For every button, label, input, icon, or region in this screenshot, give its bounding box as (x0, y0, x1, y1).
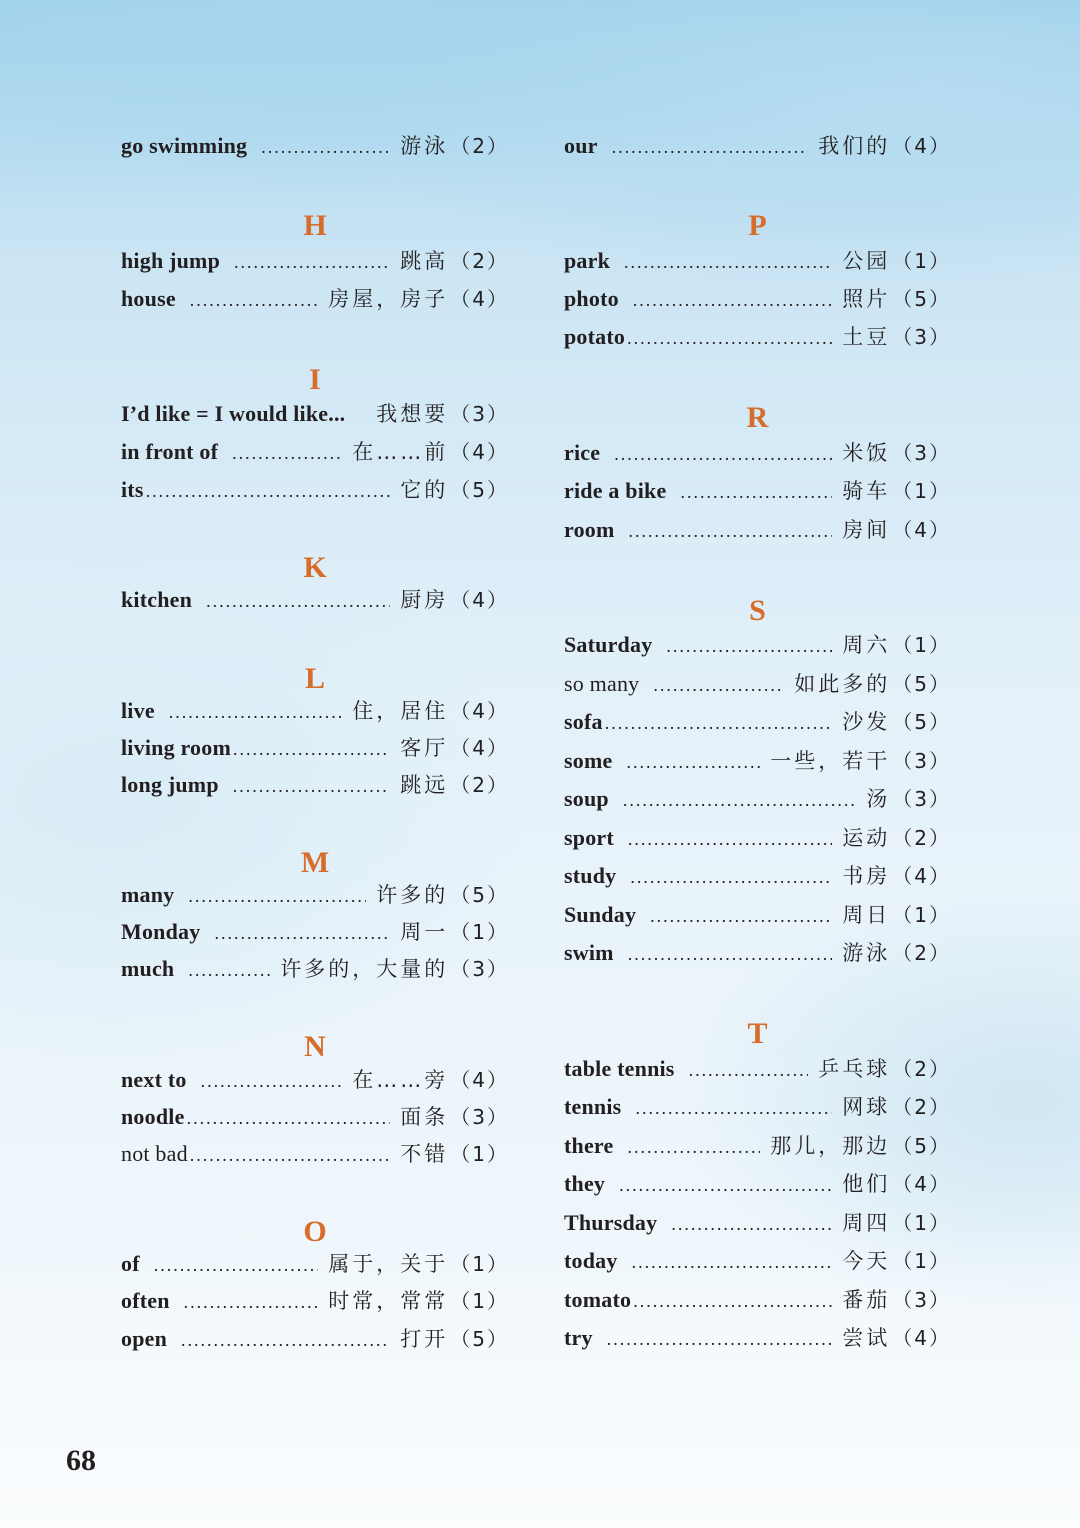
entry-word: noodle (121, 1104, 185, 1129)
leader-dots (184, 1287, 319, 1317)
leader-dots (154, 1250, 319, 1280)
entry-meaning: 他们 (842, 1172, 891, 1196)
entry-word: high jump (121, 248, 221, 273)
glossary-entry (121, 399, 509, 429)
entry-meaning: 运动 (842, 826, 891, 850)
glossary-entry (564, 861, 951, 891)
entry-unit: （3） (892, 325, 951, 349)
leader-dots (190, 285, 318, 315)
glossary-entry (121, 733, 509, 763)
entry-meaning: 游泳 (400, 134, 449, 158)
leader-dots (650, 901, 832, 931)
entry-word: park (564, 248, 611, 273)
entry-meaning: 土豆 (842, 325, 891, 349)
entry-unit: （4） (450, 588, 509, 612)
entry-meaning: 厨房 (400, 588, 449, 612)
entry-word: soup (564, 786, 609, 811)
glossary-entry (121, 475, 509, 505)
entry-meaning: 不错 (400, 1142, 449, 1166)
entry-unit: （1） (892, 633, 951, 657)
section-letter-o: O (303, 1215, 327, 1248)
leader-dots (653, 670, 784, 700)
entry-meaning: 今天 (842, 1249, 891, 1273)
entry-unit: （4） (892, 1326, 951, 1350)
leader-dots (605, 708, 833, 738)
glossary-entry (564, 1246, 951, 1276)
entry-meaning: 打开 (400, 1327, 449, 1351)
glossary-entry (121, 1102, 509, 1132)
section-letter-n: N (304, 1030, 326, 1063)
glossary-entry (564, 1054, 951, 1084)
leader-dots (633, 1286, 832, 1316)
entry-meaning: 客厅 (400, 736, 449, 760)
entry-meaning: 汤 (866, 787, 891, 811)
leader-dots (635, 1093, 832, 1123)
entry-unit: （3） (892, 749, 951, 773)
leader-dots (627, 323, 832, 353)
glossary-entry (564, 1285, 951, 1315)
entry-word: ride a bike (564, 478, 667, 503)
leader-dots (666, 631, 832, 661)
entry-word: so many (564, 671, 640, 696)
entry-word: table tennis (564, 1056, 675, 1081)
entry-unit: （2） (450, 134, 509, 158)
entry-meaning: 周四 (842, 1211, 891, 1235)
leader-dots (623, 785, 856, 815)
entry-word: tennis (564, 1094, 622, 1119)
entry-unit: （2） (450, 773, 509, 797)
leader-dots (628, 939, 833, 969)
entry-unit: （1） (450, 920, 509, 944)
entry-unit: （3） (450, 402, 509, 426)
section-letter-p: P (748, 209, 767, 242)
glossary-entry (564, 823, 951, 853)
entry-word: our (564, 133, 598, 158)
glossary-entry (564, 1208, 951, 1238)
entry-word: some (564, 748, 613, 773)
section-letter-t: T (747, 1017, 768, 1050)
entry-word: Sunday (564, 902, 637, 927)
section-letter-h: H (303, 209, 327, 242)
entry-meaning: 我想要 (376, 402, 449, 426)
leader-dots (614, 439, 832, 469)
entry-unit: （5） (450, 478, 509, 502)
entry-meaning: 房屋，房子 (328, 287, 449, 311)
entry-word: of (121, 1251, 140, 1276)
entry-word: sofa (564, 709, 603, 734)
entry-unit: （4） (892, 1172, 951, 1196)
glossary-entry (564, 707, 951, 737)
glossary-entry (121, 1286, 509, 1316)
glossary-entry (564, 1092, 951, 1122)
entry-unit: （1） (892, 479, 951, 503)
leader-dots (628, 824, 832, 854)
entry-word: long jump (121, 772, 219, 797)
leader-dots (671, 1209, 832, 1239)
entry-unit: （3） (450, 1105, 509, 1129)
entry-meaning: 在……旁 (352, 1068, 449, 1092)
entry-unit: （2） (892, 826, 951, 850)
leader-dots (607, 1324, 833, 1354)
entry-unit: （4） (450, 699, 509, 723)
entry-meaning: 一些，若干 (770, 749, 891, 773)
entry-word: often (121, 1288, 170, 1313)
entry-meaning: 跳高 (400, 249, 449, 273)
section-letter-m: M (300, 846, 330, 879)
glossary-entry (564, 746, 951, 776)
glossary-entry (121, 880, 509, 910)
entry-unit: （5） (892, 287, 951, 311)
entry-word: room (564, 517, 615, 542)
glossary-entry (564, 515, 951, 545)
entry-unit: （1） (450, 1289, 509, 1313)
entry-unit: （2） (450, 249, 509, 273)
entry-word: not bad (121, 1141, 188, 1166)
leader-dots (626, 747, 760, 777)
glossary-entry (564, 322, 951, 352)
entry-meaning: 周一 (400, 920, 449, 944)
glossary-entry (564, 669, 951, 699)
entry-meaning: 房间 (842, 518, 891, 542)
glossary-entry (564, 784, 951, 814)
entry-unit: （5） (892, 710, 951, 734)
entry-unit: （1） (450, 1252, 509, 1276)
entry-meaning: 如此多的 (794, 672, 891, 696)
entry-meaning: 书房 (842, 864, 891, 888)
entry-meaning: 面条 (400, 1105, 449, 1129)
entry-unit: （3） (892, 787, 951, 811)
entry-word: potato (564, 324, 626, 349)
glossary-entry (564, 630, 951, 660)
entry-meaning: 我们的 (818, 134, 891, 158)
glossary-entry (564, 1323, 951, 1353)
glossary-entry (121, 585, 509, 615)
glossary-entry (564, 131, 951, 161)
glossary-entry (121, 131, 509, 161)
entry-meaning: 游泳 (842, 941, 891, 965)
section-letter-l: L (304, 662, 325, 695)
entry-word: today (564, 1248, 618, 1273)
entry-meaning: 番茄 (842, 1288, 891, 1312)
entry-word: Saturday (564, 632, 653, 657)
leader-dots (234, 247, 390, 277)
entry-word: many (121, 882, 175, 907)
glossary-entry (564, 938, 951, 968)
right-column (564, 0, 951, 1528)
glossary-entry (121, 696, 509, 726)
glossary-entry (121, 284, 509, 314)
entry-word: I’d like = I would like... (121, 401, 346, 426)
glossary-entry (121, 1065, 509, 1095)
entry-meaning: 它的 (400, 478, 449, 502)
entry-meaning: 时常，常常 (328, 1289, 449, 1313)
entry-unit: （2） (892, 941, 951, 965)
entry-unit: （4） (450, 440, 509, 464)
leader-dots (633, 285, 832, 315)
leader-dots (187, 1103, 391, 1133)
entry-meaning: 那儿，那边 (770, 1134, 891, 1158)
entry-meaning: 沙发 (842, 710, 891, 734)
entry-word: Monday (121, 919, 201, 944)
glossary-entry (121, 1324, 509, 1354)
leader-dots (624, 247, 832, 277)
section-letter-i: I (309, 363, 321, 396)
entry-unit: （1） (892, 903, 951, 927)
entry-meaning: 许多的，大量的 (280, 957, 449, 981)
entry-word: there (564, 1133, 614, 1158)
page-number: 68 (66, 1444, 96, 1477)
leader-dots (201, 1066, 343, 1096)
entry-unit: （3） (892, 1288, 951, 1312)
entry-word: next to (121, 1067, 187, 1092)
leader-dots (233, 771, 390, 801)
glossary-entry (564, 900, 951, 930)
entry-unit: （1） (892, 249, 951, 273)
entry-unit: （4） (450, 287, 509, 311)
leader-dots (214, 918, 390, 948)
entry-unit: （3） (450, 957, 509, 981)
leader-dots (632, 1247, 833, 1277)
leader-dots (627, 1132, 760, 1162)
entry-word: much (121, 956, 175, 981)
entry-unit: （4） (450, 1068, 509, 1092)
glossary-entry (564, 246, 951, 276)
glossary-entry (121, 954, 509, 984)
entry-meaning: 米饭 (842, 441, 891, 465)
entry-unit: （5） (450, 1327, 509, 1351)
leader-dots (181, 1325, 390, 1355)
leader-dots (188, 955, 270, 985)
entry-word: living room (121, 735, 231, 760)
glossary-entry (121, 770, 509, 800)
entry-meaning: 照片 (842, 287, 891, 311)
glossary-entry (564, 284, 951, 314)
entry-meaning: 在……前 (352, 440, 449, 464)
entry-meaning: 属于，关于 (328, 1252, 449, 1276)
entry-unit: （4） (892, 864, 951, 888)
glossary-entry (121, 1139, 509, 1169)
entry-word: rice (564, 440, 601, 465)
glossary-entry (121, 437, 509, 467)
leader-dots (689, 1055, 809, 1085)
leader-dots (233, 734, 390, 764)
entry-word: they (564, 1171, 606, 1196)
glossary-entry (564, 476, 951, 506)
entry-word: live (121, 698, 155, 723)
entry-meaning: 住，居住 (352, 699, 449, 723)
left-column (121, 0, 509, 1528)
entry-unit: （1） (450, 1142, 509, 1166)
leader-dots (232, 438, 342, 468)
leader-dots (188, 881, 366, 911)
glossary-entry (121, 1249, 509, 1279)
leader-dots (261, 132, 390, 162)
entry-meaning: 乒乓球 (818, 1057, 891, 1081)
entry-unit: （1） (892, 1249, 951, 1273)
entry-word: go swimming (121, 133, 248, 158)
entry-meaning: 许多的 (376, 883, 449, 907)
glossary-entry (564, 438, 951, 468)
entry-meaning: 骑车 (842, 479, 891, 503)
entry-unit: （4） (450, 736, 509, 760)
entry-word: swim (564, 940, 614, 965)
entry-word: kitchen (121, 587, 193, 612)
leader-dots (190, 1140, 390, 1170)
leader-dots (629, 516, 833, 546)
section-letter-k: K (303, 551, 327, 584)
entry-unit: （4） (892, 134, 951, 158)
section-letter-r: R (746, 401, 769, 434)
entry-word: in front of (121, 439, 219, 464)
section-letter-s: S (749, 594, 766, 627)
entry-unit: （5） (892, 672, 951, 696)
entry-unit: （2） (892, 1057, 951, 1081)
leader-dots (680, 477, 832, 507)
entry-word: house (121, 286, 176, 311)
entry-meaning: 周六 (842, 633, 891, 657)
entry-word: sport (564, 825, 614, 850)
entry-word: try (564, 1325, 593, 1350)
glossary-entry (121, 246, 509, 276)
entry-word: tomato (564, 1287, 632, 1312)
glossary-entry (121, 917, 509, 947)
entry-meaning: 公园 (842, 249, 891, 273)
entry-unit: （4） (892, 518, 951, 542)
entry-unit: （5） (450, 883, 509, 907)
glossary-entry (564, 1169, 951, 1199)
glossary-entry (564, 1131, 951, 1161)
entry-unit: （2） (892, 1095, 951, 1119)
entry-word: Thursday (564, 1210, 658, 1235)
entry-meaning: 周日 (842, 903, 891, 927)
entry-unit: （3） (892, 441, 951, 465)
entry-meaning: 网球 (842, 1095, 891, 1119)
entry-word: open (121, 1326, 168, 1351)
leader-dots (630, 862, 832, 892)
entry-meaning: 尝试 (842, 1326, 891, 1350)
entry-word: photo (564, 286, 619, 311)
entry-unit: （1） (892, 1211, 951, 1235)
leader-dots (169, 697, 342, 727)
leader-dots (619, 1170, 832, 1200)
entry-word: its (121, 477, 144, 502)
entry-unit: （5） (892, 1134, 951, 1158)
leader-dots (146, 476, 391, 506)
leader-dots (612, 132, 809, 162)
entry-meaning: 跳远 (400, 773, 449, 797)
leader-dots (206, 586, 390, 616)
entry-word: study (564, 863, 617, 888)
